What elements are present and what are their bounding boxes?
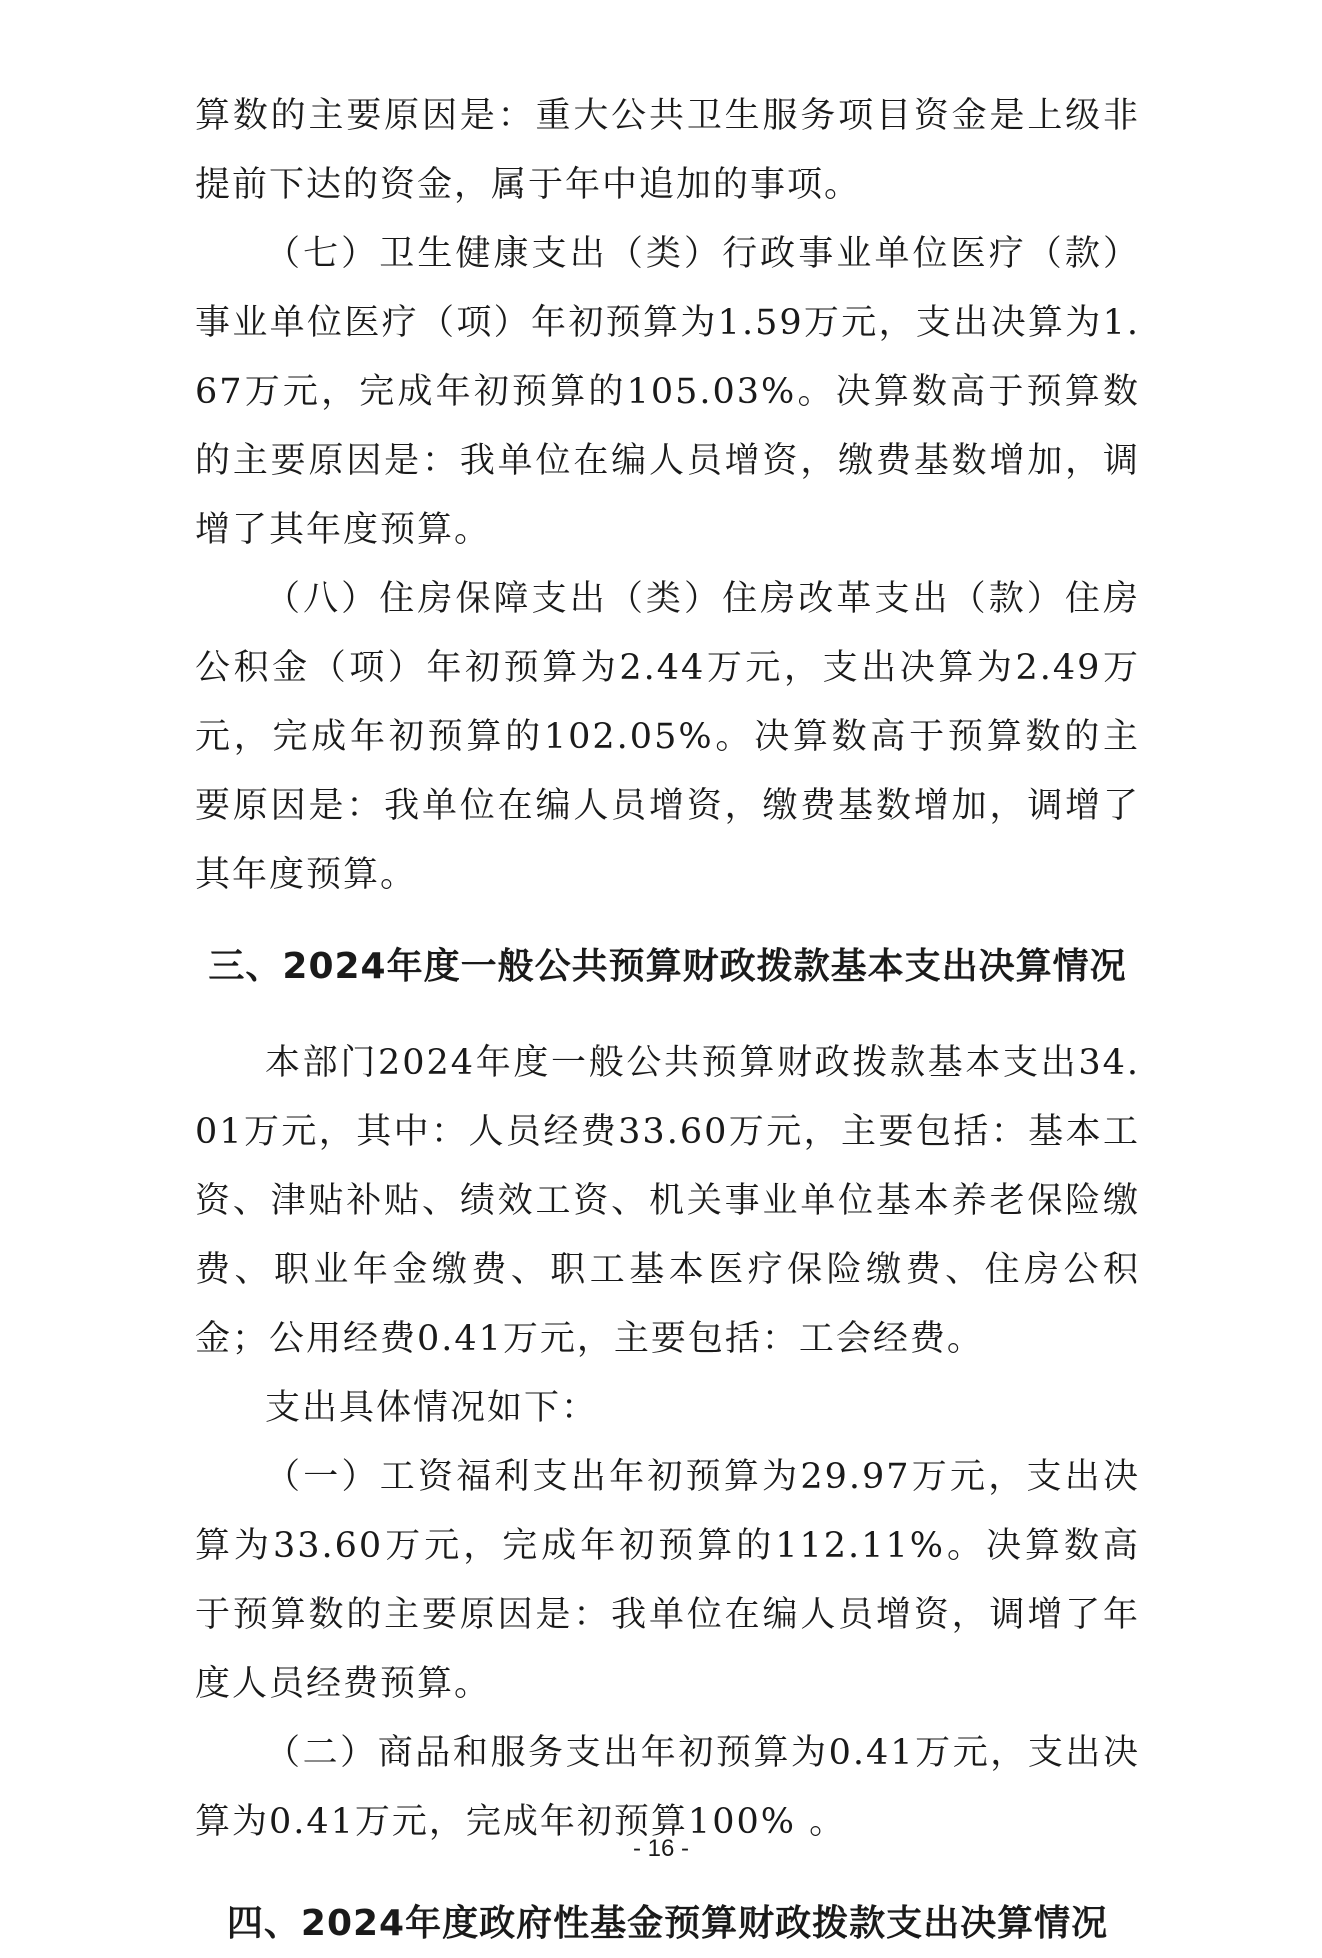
document-page — [195, 82, 1140, 1958]
page-number: - 16 - — [632, 1835, 689, 1862]
paragraph-housing-expenditure: （八）住房保障支出（类）住房改革支出（款）住房公积金（项）年初预算为2.44万元，支出决算为2.49万元，完成年初预算的102.05%。决算数高于预算数的主要原因是：我单位在编人员增资，缴费基数增加，调增了其年度预算。 — [195, 579, 1140, 895]
paragraph-goods-services: （二）商品和服务支出年初预算为0.41万元，支出决算为0.41万元，完成年初预算100% 。 — [195, 1733, 1140, 1842]
paragraph-health-expenditure: （七）卫生健康支出（类）行政事业单位医疗（款）事业单位医疗（项）年初预算为1.59万元，支出决算为1.67万元，完成年初预算的105.03%。决算数高于预算数的主要原因是：我单位在编人员增资，缴费基数增加，调增了其年度预算。 — [195, 234, 1140, 550]
section-heading-3: 三、2024年度一般公共预算财政拨款基本支出决算情况 — [208, 946, 1127, 987]
paragraph-continuation: 算数的主要原因是：重大公共卫生服务项目资金是上级非提前下达的资金，属于年中追加的事项。 — [195, 96, 1140, 205]
paragraph-details-intro: 支出具体情况如下： — [265, 1388, 599, 1428]
paragraph-wage-welfare: （一）工资福利支出年初预算为29.97万元，支出决算为33.60万元，完成年初预算的112.11%。决算数高于预算数的主要原因是：我单位在编人员增资，调增了年度人员经费预算。 — [195, 1457, 1140, 1704]
section-heading-4: 四、2024年度政府性基金预算财政拨款支出决算情况 — [226, 1903, 1109, 1944]
paragraph-basic-expenditure: 本部门2024年度一般公共预算财政拨款基本支出34.01万元，其中：人员经费33.60万元，主要包括：基本工资、津贴补贴、绩效工资、机关事业单位基本养老保险缴费、职业年金缴费、职工基本医疗保险缴费、住房公积金；公用经费0.41万元，主要包括：工会经费。 — [195, 1043, 1140, 1359]
